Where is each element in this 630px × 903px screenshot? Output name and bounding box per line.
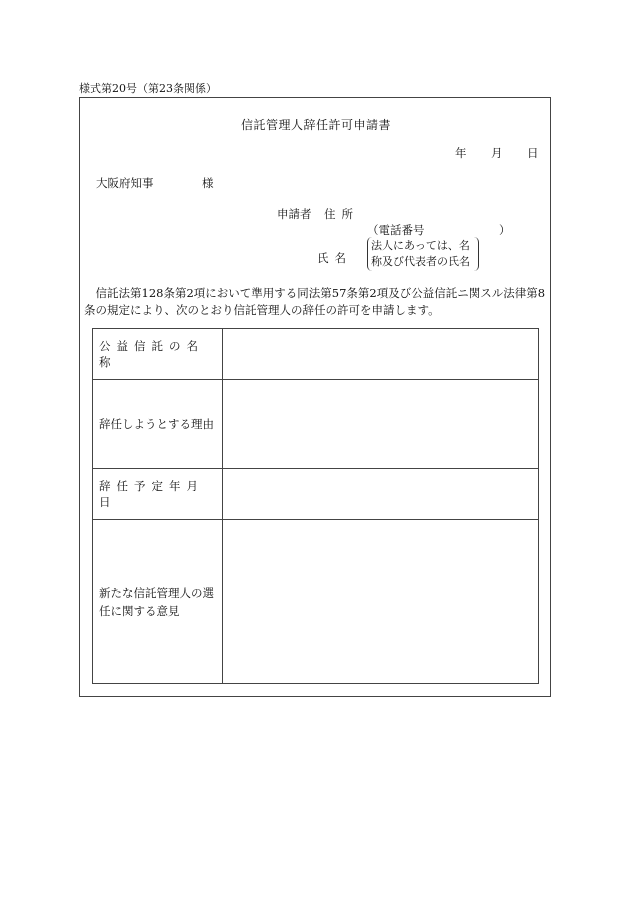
form-number-label: 様式第20号（第23条関係）	[79, 82, 217, 95]
resignation-date-label: 辞任予定年月日	[93, 469, 223, 520]
applicant-label: 申請者	[277, 207, 312, 221]
phone-number-label: （電話番号	[367, 223, 425, 237]
table-row	[93, 329, 539, 380]
application-form	[79, 97, 551, 697]
table-row	[93, 380, 539, 469]
date-month-label: 月	[491, 146, 503, 160]
date-day-label: 日	[527, 146, 539, 160]
table-row	[93, 469, 539, 520]
addressee-name: 大阪府知事	[96, 176, 154, 190]
corporate-note-line2: 称及び代表者の氏名	[371, 255, 470, 268]
corporate-note-line1: 法人にあっては、名	[371, 239, 470, 252]
name-label: 氏名	[317, 251, 352, 265]
trust-name-field[interactable]	[223, 329, 539, 380]
address-label: 住所	[324, 207, 359, 221]
addressee-honorific: 様	[202, 176, 214, 190]
date-year-label: 年	[455, 146, 467, 160]
details-table	[92, 328, 539, 684]
resignation-reason-label: 辞任しようとする理由	[93, 380, 223, 469]
phone-number-close: ）	[499, 223, 511, 237]
corporate-note	[367, 237, 479, 271]
successor-opinion-label: 新たな信託管理人の選任に関する意見	[93, 520, 223, 684]
resignation-date-field[interactable]	[223, 469, 539, 520]
successor-opinion-field[interactable]	[223, 520, 539, 684]
table-row	[93, 520, 539, 684]
trust-name-label: 公益信託の名称	[93, 329, 223, 380]
form-title: 信託管理人辞任許可申請書	[240, 118, 391, 132]
application-statement: 信託法第128条第2項において準用する同法第57条第2項及び公益信託ニ関スル法律第8条の規定により、次のとおり信託管理人の辞任の許可を申請します。	[84, 286, 546, 317]
resignation-reason-field[interactable]	[223, 380, 539, 469]
